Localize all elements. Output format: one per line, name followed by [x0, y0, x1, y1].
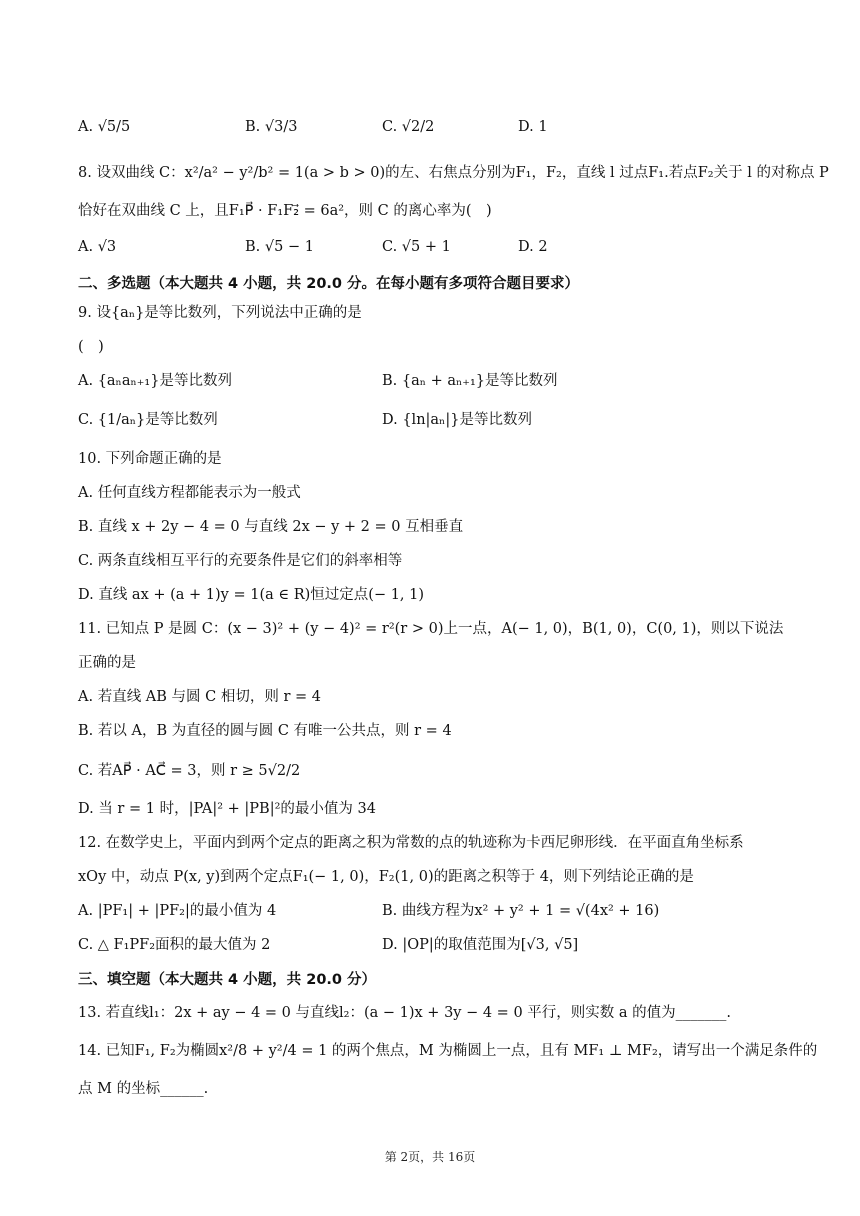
- q7-option-b: B. √3/3: [245, 119, 298, 135]
- q8-option-d: D. 2: [518, 239, 548, 255]
- q10-stem: 10. 下列命题正确的是: [78, 451, 222, 467]
- q7-option-d: D. 1: [518, 119, 548, 135]
- q11-option-b: B. 若以 A，B 为直径的圆与圆 C 有唯一公共点，则 r = 4: [78, 723, 452, 739]
- q9-option-c: C. {1/aₙ}是等比数列: [78, 412, 218, 428]
- q8-stem-line2: 恰好在双曲线 C 上，且F₁P⃗ · F₁F₂⃗ = 6a²，则 C 的离心率为( ): [78, 203, 492, 219]
- q11-stem-line1: 11. 已知点 P 是圆 C：(x − 3)² + (y − 4)² = r²(r > 0)上一点，A(− 1, 0)，B(1, 0)，C(0, 1)，则以下说法: [78, 621, 784, 637]
- q12-stem-line2: xOy 中，动点 P(x, y)到两个定点F₁(− 1, 0)，F₂(1, 0)的距离之积等于 4，则下列结论正确的是: [78, 869, 694, 885]
- q11-option-a: A. 若直线 AB 与圆 C 相切，则 r = 4: [78, 689, 321, 705]
- q8-option-c: C. √5 + 1: [382, 239, 451, 255]
- q14-stem-line1: 14. 已知F₁, F₂为椭圆x²/8 + y²/4 = 1 的两个焦点，M 为椭圆上一点，且有 MF₁ ⊥ MF₂，请写出一个满足条件的: [78, 1043, 818, 1059]
- section-multiple-choice-heading: 二、多选题（本大题共 4 小题，共 20.0 分。在每小题有多项符合题目要求）: [78, 276, 580, 292]
- q9-answer-paren: ( ): [78, 339, 104, 355]
- q13-stem: 13. 若直线l₁：2x + ay − 4 = 0 与直线l₂：(a − 1)x + 3y − 4 = 0 平行，则实数 a 的值为_______.: [78, 1005, 732, 1021]
- q11-option-d: D. 当 r = 1 时，|PA|² + |PB|²的最小值为 34: [78, 801, 376, 817]
- q10-option-b: B. 直线 x + 2y − 4 = 0 与直线 2x − y + 2 = 0 互相垂直: [78, 519, 464, 535]
- q12-stem-line1: 12. 在数学史上，平面内到两个定点的距离之积为常数的点的轨迹称为卡西尼卵形线．在平面直角坐标系: [78, 835, 744, 851]
- q12-option-a: A. |PF₁| + |PF₂|的最小值为 4: [78, 903, 277, 919]
- q10-option-a: A. 任何直线方程都能表示为一般式: [78, 485, 301, 501]
- q9-option-b: B. {aₙ + aₙ₊₁}是等比数列: [382, 373, 558, 389]
- q12-option-d: D. |OP|的取值范围为[√3, √5]: [382, 937, 579, 953]
- q12-option-c: C. △ F₁PF₂面积的最大值为 2: [78, 937, 271, 953]
- q14-stem-line2: 点 M 的坐标______.: [78, 1081, 209, 1097]
- q8-stem-line1: 8. 设双曲线 C：x²/a² − y²/b² = 1(a > b > 0)的左、右焦点分别为F₁，F₂，直线 l 过点F₁.若点F₂关于 l 的对称点 P: [78, 165, 829, 181]
- q8-option-a: A. √3: [78, 239, 117, 255]
- section-fill-in-heading: 三、填空题（本大题共 4 小题，共 20.0 分）: [78, 972, 377, 988]
- q12-option-b: B. 曲线方程为x² + y² + 1 = √(4x² + 16): [382, 903, 660, 919]
- q11-option-c: C. 若AP⃗ · AC⃗ = 3，则 r ≥ 5√2/2: [78, 763, 301, 779]
- q9-stem: 9. 设{aₙ}是等比数列，下列说法中正确的是: [78, 305, 362, 321]
- q9-option-a: A. {aₙaₙ₊₁}是等比数列: [78, 373, 232, 389]
- q10-option-d: D. 直线 ax + (a + 1)y = 1(a ∈ R)恒过定点(− 1, 1): [78, 587, 425, 603]
- q8-option-b: B. √5 − 1: [245, 239, 314, 255]
- q7-option-c: C. √2/2: [382, 119, 435, 135]
- q9-option-d: D. {ln|aₙ|}是等比数列: [382, 412, 532, 428]
- q10-option-c: C. 两条直线相互平行的充要条件是它们的斜率相等: [78, 553, 403, 569]
- page-footer: 第 2页，共 16页: [384, 1150, 476, 1164]
- q11-stem-line2: 正确的是: [78, 655, 136, 671]
- q7-option-a: A. √5/5: [78, 119, 131, 135]
